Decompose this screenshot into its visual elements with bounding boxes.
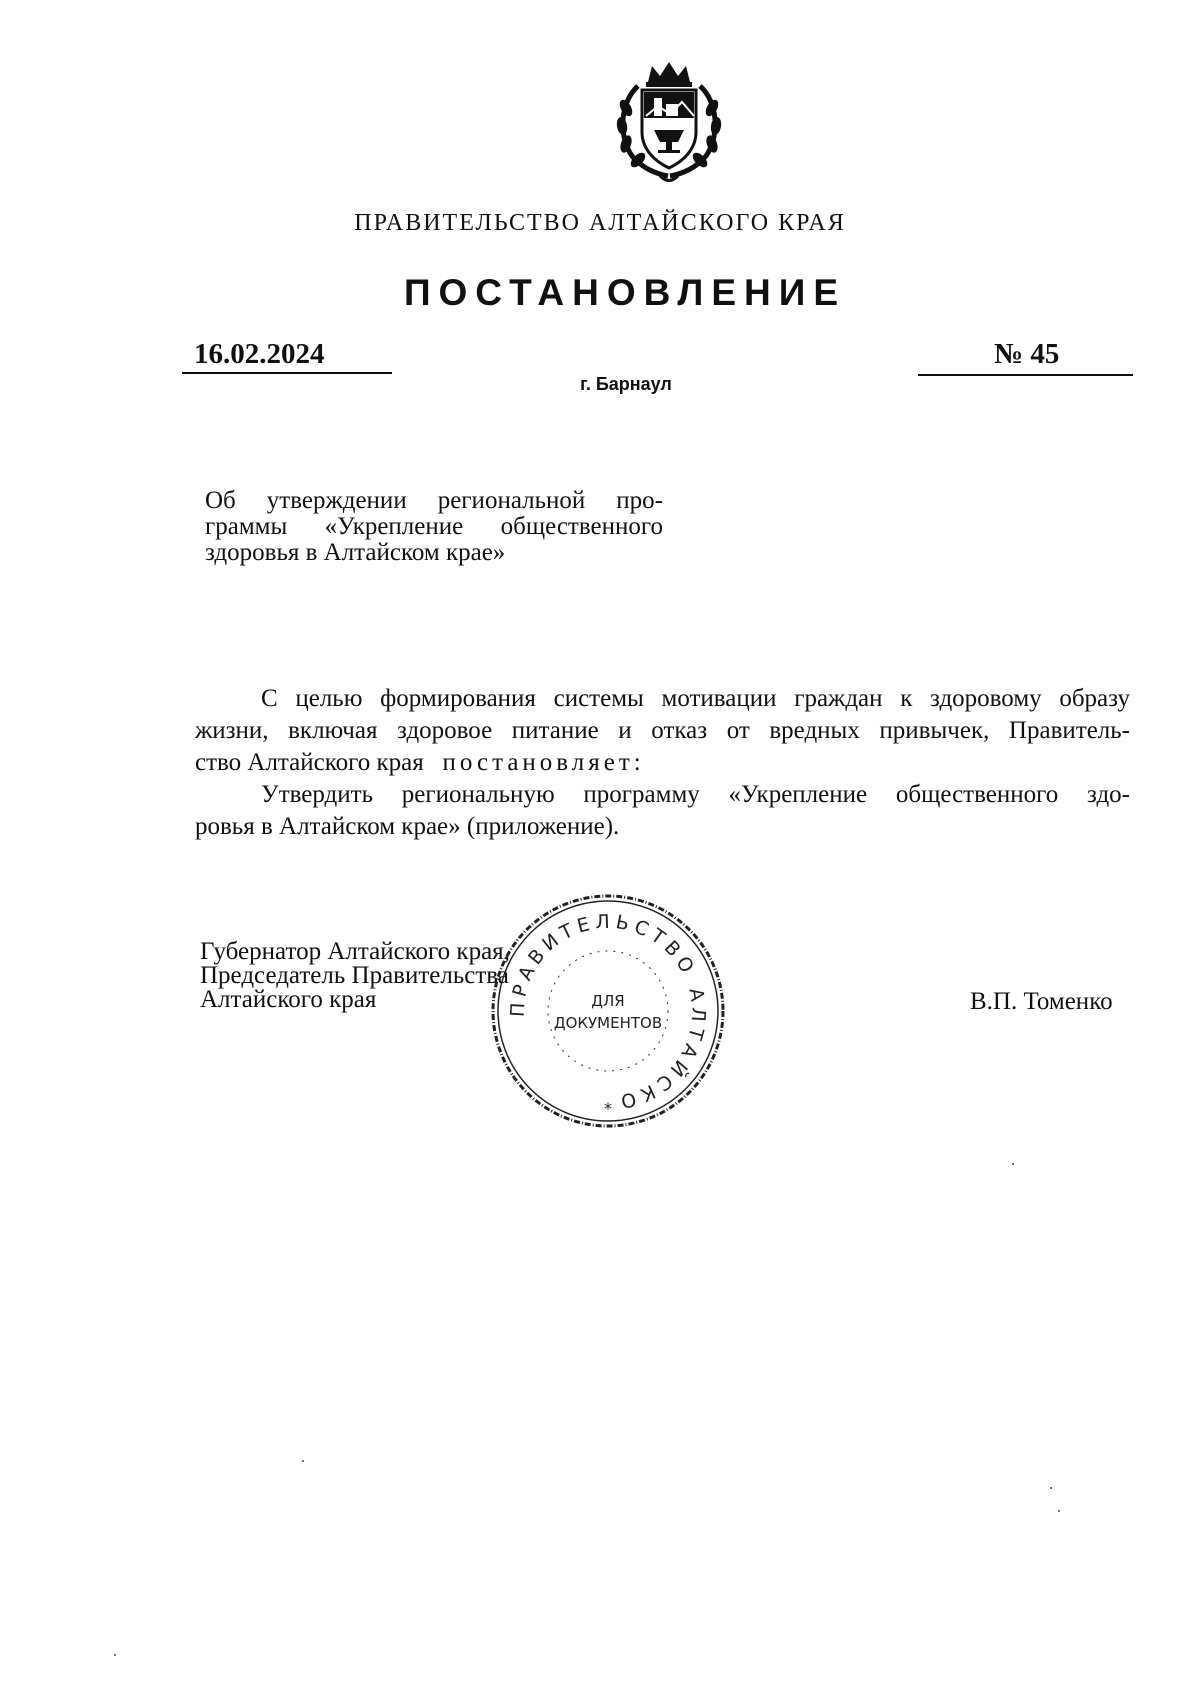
- document-subject: [205, 488, 663, 566]
- scan-speck: [1058, 1510, 1060, 1512]
- subject-line: здоровья в Алтайском крае»: [205, 539, 506, 566]
- signer-title-line: Председатель Правительства: [200, 962, 509, 989]
- subject-line: Об утверждении региональной про-: [205, 487, 663, 514]
- body-line: С целью формирования системы мотивации граждан к здоровому образу: [261, 685, 1130, 712]
- organization-name: ПРАВИТЕЛЬСТВО АЛТАЙСКОГО КРАЯ: [354, 210, 846, 236]
- body-line: Утвердить региональную программу «Укрепление общественного здо-: [261, 781, 1130, 808]
- coat-of-arms-icon: [608, 58, 730, 184]
- resolution-verb: постановляет:: [442, 749, 645, 776]
- scan-speck: [1012, 1163, 1014, 1165]
- document-number: № 45: [918, 338, 1133, 376]
- seal-center-line: ДЛЯ: [591, 992, 625, 1010]
- signer-title-line: Губернатор Алтайского края,: [200, 938, 510, 965]
- body-line: ровья в Алтайском крае» (приложение).: [195, 813, 620, 840]
- scan-speck: [1050, 1487, 1052, 1489]
- seal-center-line: ДОКУМЕНТОВ: [553, 1014, 663, 1032]
- document-city: г. Барнаул: [580, 374, 672, 394]
- signature-block: [200, 940, 510, 1012]
- document-body: [195, 683, 1130, 843]
- body-line: жизни, включая здоровое питание и отказ от вредных привычек, Правитель-: [195, 717, 1130, 744]
- scan-speck: [302, 1460, 304, 1462]
- document-type: ПОСТАНОВЛЕНИЕ: [403, 272, 847, 313]
- signer-name: В.П. Томенко: [970, 988, 1113, 1015]
- signer-title-line: Алтайского края: [200, 986, 377, 1013]
- official-seal-stamp: [482, 888, 734, 1134]
- subject-line: граммы «Укрепление общественного: [205, 513, 663, 540]
- body-line: [195, 747, 1130, 779]
- document-date: 16.02.2024: [182, 338, 392, 374]
- body-line-prefix: ство Алтайского края: [195, 749, 424, 776]
- seal-star: *: [604, 1099, 612, 1118]
- scan-speck: [114, 1654, 116, 1656]
- seal-ring-text: ПРАВИТЕЛЬСТВО АЛТАЙСКО: [506, 910, 710, 1113]
